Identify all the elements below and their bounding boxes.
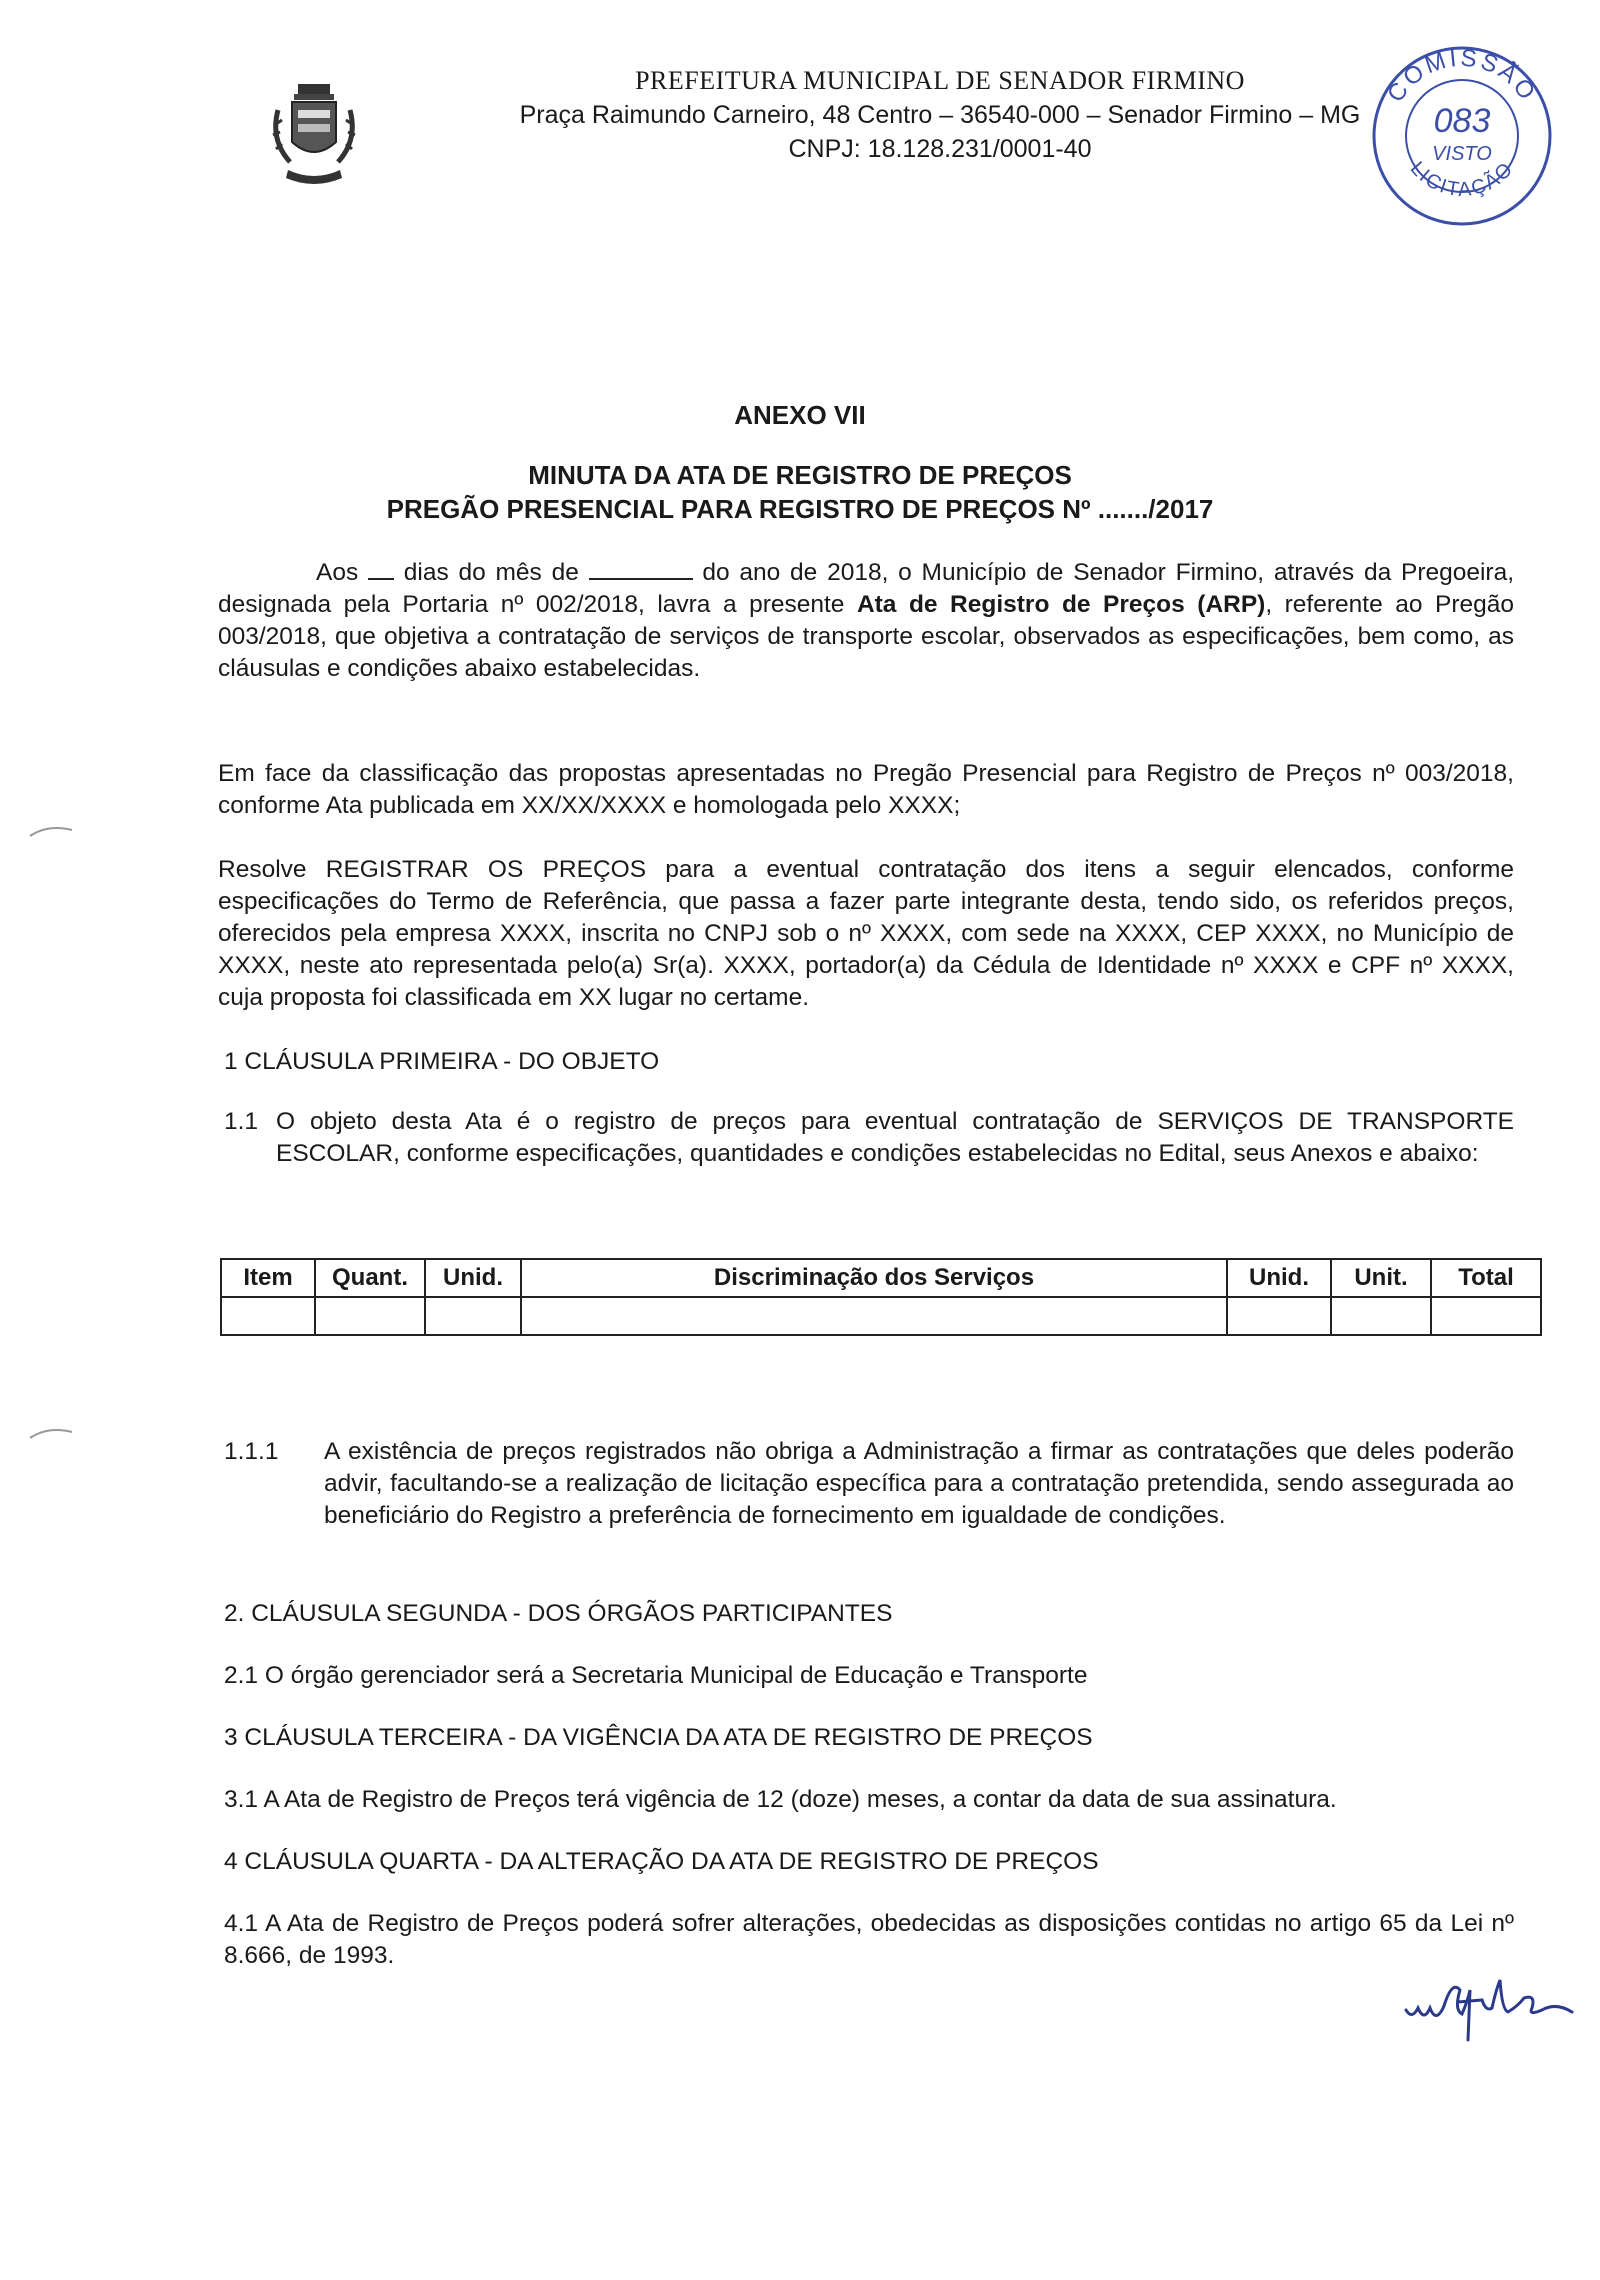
- col-total: Total: [1431, 1259, 1541, 1297]
- intro-text-a: Aos: [316, 559, 359, 586]
- table-cell: [221, 1297, 315, 1335]
- commission-stamp: [1362, 36, 1562, 236]
- document-title: MINUTA DA ATA DE REGISTRO DE PREÇOS: [528, 460, 1072, 490]
- svg-text:COMISSÃO: [1382, 45, 1542, 108]
- clause-1-1-1: [224, 1436, 1514, 1532]
- clause-1-1-text: O objeto desta Ata é o registro de preços para eventual contratação de SERVIÇOS DE TRANSPORTE ESCOLAR, conforme especificações, quantidades e condições estabelecidas no Edital, seus Anexos e abaixo:: [276, 1108, 1514, 1167]
- clause-4-1-text: 4.1 A Ata de Registro de Preços poderá sofrer alterações, obedecidas as disposições contidas no artigo 65 da Lei nº 8.666, de 1993.: [224, 1910, 1514, 1969]
- table-cell: [1331, 1297, 1431, 1335]
- month-blank: [589, 556, 693, 580]
- clause-3-heading: 3 CLÁUSULA TERCEIRA - DA VIGÊNCIA DA ATA DE REGISTRO DE PREÇOS: [224, 1724, 1093, 1751]
- resolve-paragraph: Resolve REGISTRAR OS PREÇOS para a eventual contratação dos itens a seguir elencados, conforme especificações do Termo de Referência, que passa a fazer parte integrante desta, tendo sido, os referidos preços, oferecidos pela empresa XXXX, inscrita no CNPJ sob o nº XXXX, com sede na XXXX, CEP XXXX, no Município de XXXX, neste ato representada pelo(a) Sr(a). XXXX, portador(a) da Cédula de Identidade nº XXXX e CPF nº XXXX, cuja proposta foi classificada em XX lugar no certame.: [218, 856, 1514, 1011]
- intro-paragraph: [218, 556, 1514, 685]
- table-cell: [425, 1297, 521, 1335]
- table-cell: [521, 1297, 1227, 1335]
- annex-title: ANEXO VII: [734, 400, 866, 430]
- clause-1-1-1-text: A existência de preços registrados não obriga a Administração a firmar as contratações que deles poderão advir, facultando-se a realização de licitação específica para a contratação pretendida, sendo assegurada ao beneficiário do Registro a preferência de fornecimento em igualdade de condições.: [324, 1438, 1514, 1529]
- handwritten-signature: [1396, 1950, 1596, 2050]
- table-cell: [315, 1297, 425, 1335]
- margin-mark: [28, 822, 74, 842]
- clause-1-heading: 1 CLÁUSULA PRIMEIRA - DO OBJETO: [224, 1048, 660, 1075]
- municipal-crest-icon: [268, 80, 360, 190]
- org-cnpj: CNPJ: 18.128.231/0001-40: [788, 135, 1092, 163]
- intro-text-bold: Ata de Registro de Preços (ARP): [856, 591, 1266, 618]
- org-address: Praça Raimundo Carneiro, 48 Centro – 36540-000 – Senador Firmino – MG: [519, 101, 1361, 129]
- day-blank: [368, 556, 394, 580]
- services-table: [220, 1258, 1542, 1336]
- table-header-row: [221, 1259, 1541, 1297]
- clause-4-1: [224, 1908, 1514, 1972]
- clause-2-1: 2.1 O órgão gerenciador será a Secretaria Municipal de Educação e Transporte: [224, 1662, 1088, 1689]
- stamp-outer-text: COMISSÃO: [1381, 44, 1543, 108]
- table-cell: [1227, 1297, 1331, 1335]
- stamp-bottom-text: LICITAÇÃO: [1405, 157, 1519, 202]
- col-unid-2: Unid.: [1227, 1259, 1331, 1297]
- col-discriminacao: Discriminação dos Serviços: [521, 1259, 1227, 1297]
- intro-text-d: , referente ao Pregão 003/2018, que objetiva a contratação de serviços de transporte escolar, observados as especificações, bem como, as cláusulas e condições abaixo estabelecidas.: [218, 591, 1514, 682]
- clause-1-1: [224, 1106, 1514, 1170]
- col-unid: Unid.: [425, 1259, 521, 1297]
- col-quant: Quant.: [315, 1259, 425, 1297]
- clause-3-1: 3.1 A Ata de Registro de Preços terá vigência de 12 (doze) meses, a contar da data de sua assinatura.: [224, 1786, 1337, 1813]
- col-item: Item: [221, 1259, 315, 1297]
- clause-1-1-1-number: 1.1.1: [224, 1438, 279, 1465]
- col-unit: Unit.: [1331, 1259, 1431, 1297]
- stamp-number: 083: [1433, 102, 1491, 140]
- table-cell: [1431, 1297, 1541, 1335]
- clause-1-1-number: 1.1: [224, 1108, 259, 1135]
- table-row: [221, 1297, 1541, 1335]
- org-name: PREFEITURA MUNICIPAL DE SENADOR FIRMINO: [635, 66, 1245, 95]
- clause-4-heading: 4 CLÁUSULA QUARTA - DA ALTERAÇÃO DA ATA DE REGISTRO DE PREÇOS: [224, 1848, 1099, 1875]
- intro-text-c: do ano de 2018, o Município de Senador Firmino, através da Pregoeira, designada pela Portaria nº 002/2018, lavra a presente: [218, 559, 1515, 618]
- stamp-middle-text: VISTO: [1432, 143, 1492, 165]
- clause-2-heading: 2. CLÁUSULA SEGUNDA - DOS ÓRGÃOS PARTICIPANTES: [224, 1600, 893, 1627]
- margin-mark: [28, 1424, 74, 1444]
- classification-paragraph: Em face da classificação das propostas apresentadas no Pregão Presencial para Registro de Preços nº 003/2018, conforme Ata publicada em XX/XX/XXXX e homologada pelo XXXX;: [218, 760, 1514, 819]
- letterhead: [440, 64, 1440, 166]
- intro-text-b: dias do mês de: [403, 559, 579, 586]
- document-subtitle: PREGÃO PRESENCIAL PARA REGISTRO DE PREÇOS Nº ......./2017: [386, 494, 1214, 524]
